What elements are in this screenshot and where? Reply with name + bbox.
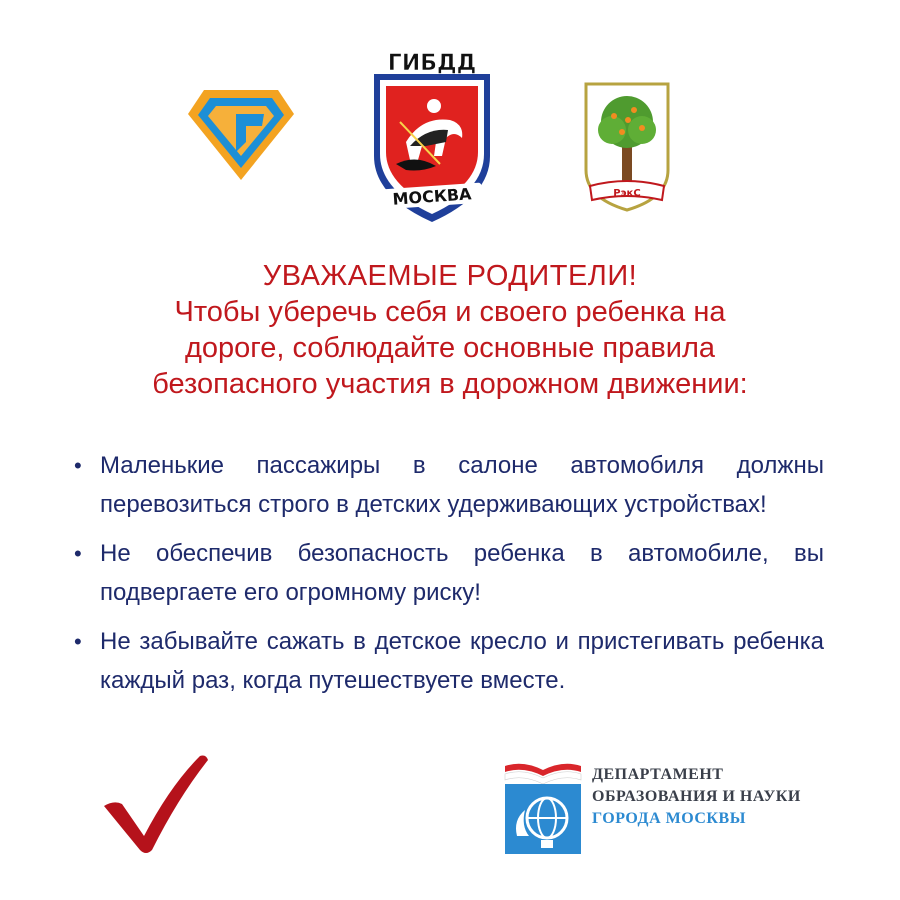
heading-title: УВАЖАЕМЫЕ РОДИТЕЛИ! [262, 260, 638, 292]
gibdd-top-text: ГИБДД [387, 51, 477, 76]
heading-block [40, 258, 860, 402]
department-line-3: ГОРОДА МОСКВЫ [592, 810, 746, 827]
rules-list [74, 446, 824, 710]
department-education-logo-icon [503, 760, 583, 856]
heading-line-1: Чтобы уберечь себя и своего ребенка на [174, 296, 726, 328]
department-line-1: ДЕПАРТАМЕНТ [592, 766, 724, 783]
rule-item: • Не обеспечив безопасность ребенка в автомобиле, вы подвергаете его огромному риску! [74, 534, 824, 612]
reks-tree-emblem-icon [582, 80, 672, 212]
department-name [592, 764, 801, 830]
rule-item: • Маленькие пассажиры в салоне автомобиля должны перевозиться строго в детских удерживающих устройствах! [74, 446, 824, 524]
reks-text: РэкС [613, 188, 641, 199]
heading-line-2: дороге, соблюдайте основные правила [184, 332, 715, 364]
checkmark-icon [100, 752, 210, 856]
gibdd-moscow-emblem-icon [366, 46, 498, 224]
department-line-2: ОБРАЗОВАНИЯ И НАУКИ [592, 788, 801, 805]
safety-shield-logo-icon [186, 86, 296, 182]
heading-line-3: безопасного участия в дорожном движении: [152, 368, 748, 400]
logo-row [0, 40, 900, 230]
gibdd-bottom-text: МОСКВА [392, 184, 473, 209]
rule-item: • Не забывайте сажать в детское кресло и пристегивать ребенка каждый раз, когда путешествуете вместе. [74, 622, 824, 700]
